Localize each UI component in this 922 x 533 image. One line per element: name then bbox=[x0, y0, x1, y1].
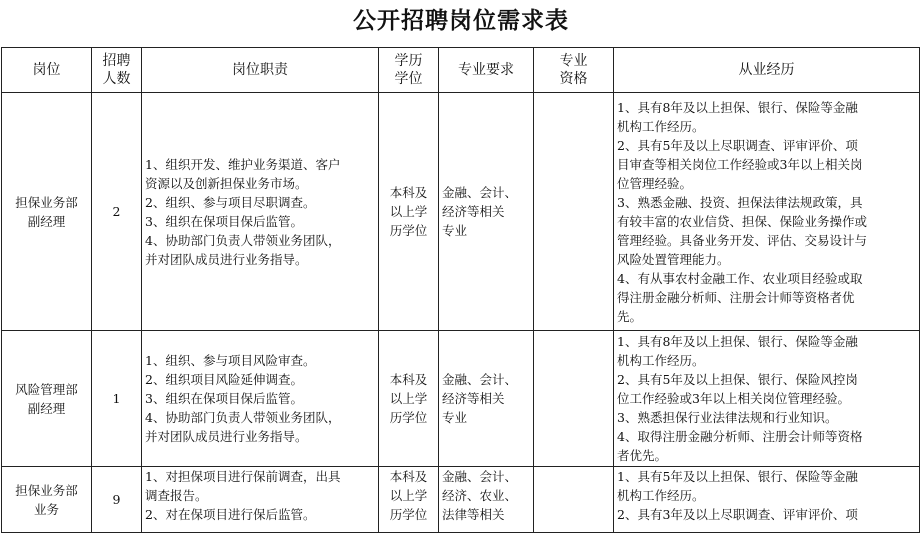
header-count: 招聘 人数 bbox=[92, 48, 142, 93]
header-experience: 从业经历 bbox=[614, 48, 920, 93]
cell-count: 1 bbox=[92, 331, 142, 467]
cell-education: 本科及 以上学 历学位 bbox=[379, 331, 439, 467]
header-major: 专业要求 bbox=[439, 48, 534, 93]
table-header-row bbox=[2, 48, 920, 93]
recruitment-table bbox=[1, 47, 920, 533]
header-position: 岗位 bbox=[2, 48, 92, 93]
cell-qualification bbox=[534, 467, 614, 533]
cell-qualification bbox=[534, 331, 614, 467]
cell-qualification bbox=[534, 93, 614, 331]
cell-duties: 1、组织开发、维护业务渠道、客户 资源以及创新担保业务市场。 2、组织、参与项目尽职调查。 3、组织在保项目保后监管。 4、协助部门负责人带领业务团队， 并对团队成员进行业务指导。 bbox=[142, 93, 379, 331]
cell-experience: 1、具有5年及以上担保、银行、保险等金融 机构工作经历。 2、具有3年及以上尽职调查、评审评价、项 bbox=[614, 467, 920, 533]
cell-position: 担保业务部 业务 bbox=[2, 467, 92, 533]
page-title: 公开招聘岗位需求表 bbox=[353, 7, 569, 34]
table-row bbox=[2, 331, 920, 467]
cell-education: 本科及 以上学 历学位 bbox=[379, 467, 439, 533]
cell-count: 9 bbox=[92, 467, 142, 533]
header-duties: 岗位职责 bbox=[142, 48, 379, 93]
cell-duties: 1、对担保项目进行保前调查，出具 调查报告。 2、对在保项目进行保后监管。 bbox=[142, 467, 379, 533]
cell-major: 金融、会计、 经济等相关 专业 bbox=[439, 93, 534, 331]
cell-experience: 1、具有8年及以上担保、银行、保险等金融 机构工作经历。 2、具有5年及以上担保、银行、保险风控岗 位工作经验或3年以上相关岗位管理经验。 3、熟悉担保行业法律法规和行业知识。 4、取得注册金融分析师、注册会计师等资格 者优先。 bbox=[614, 331, 920, 467]
cell-education: 本科及 以上学 历学位 bbox=[379, 93, 439, 331]
cell-count: 2 bbox=[92, 93, 142, 331]
table-row bbox=[2, 467, 920, 533]
cell-position: 担保业务部 副经理 bbox=[2, 93, 92, 331]
cell-major: 金融、会计、 经济等相关 专业 bbox=[439, 331, 534, 467]
cell-major: 金融、会计、 经济、农业、 法律等相关 bbox=[439, 467, 534, 533]
cell-experience: 1、具有8年及以上担保、银行、保险等金融 机构工作经历。 2、具有5年及以上尽职调查、评审评价、项 目审查等相关岗位工作经验或3年以上相关岗 位管理经验。 3、熟悉金融、投资、担保法律法规政策，具 有较丰富的农业信贷、担保、保险业务操作或 管理经验。具备业务开发、评估、交易设计与 风险处置管理能力。 4、有从事农村金融工作、农业项目经验或取 得注册金融分析师、注册会计师等资格者优 先。 bbox=[614, 93, 920, 331]
cell-position: 风险管理部 副经理 bbox=[2, 331, 92, 467]
header-qualification: 专业 资格 bbox=[534, 48, 614, 93]
header-education: 学历 学位 bbox=[379, 48, 439, 93]
cell-duties: 1、组织、参与项目风险审查。 2、组织项目风险延伸调查。 3、组织在保项目保后监管。 4、协助部门负责人带领业务团队， 并对团队成员进行业务指导。 bbox=[142, 331, 379, 467]
table-row bbox=[2, 93, 920, 331]
